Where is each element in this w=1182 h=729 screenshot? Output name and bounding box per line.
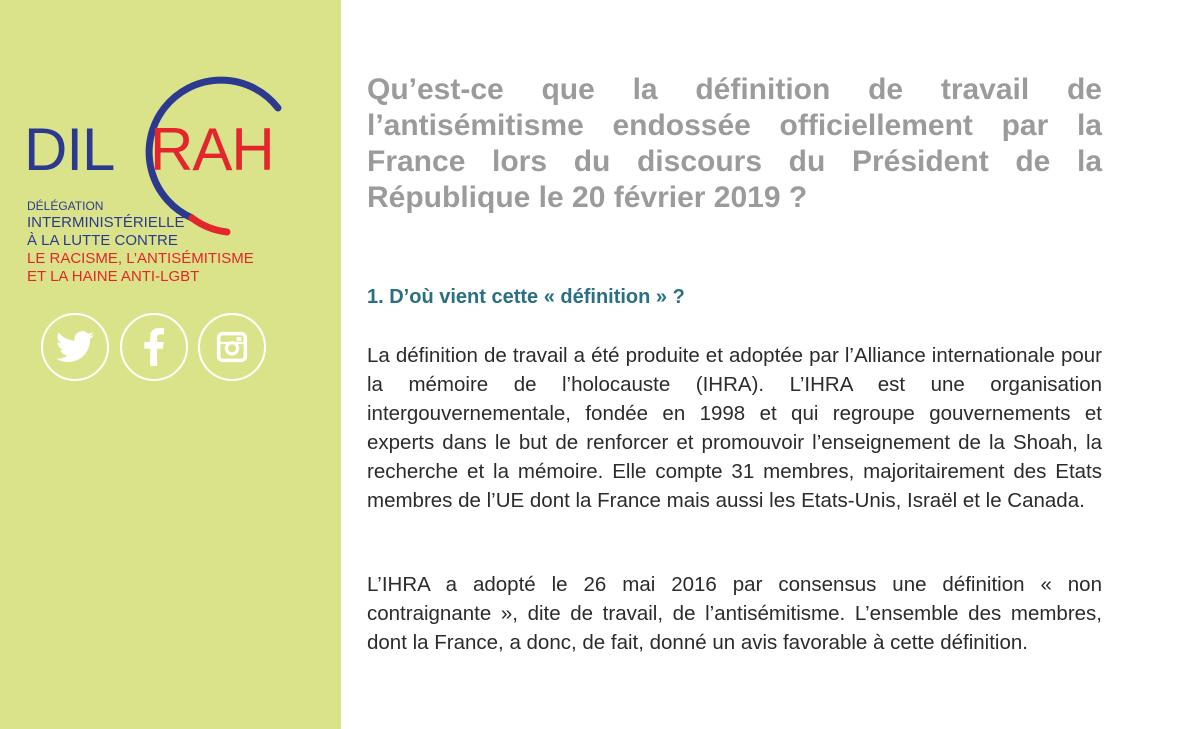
instagram-icon [216, 331, 248, 363]
section-heading: 1. D’où vient cette « définition » ? [367, 286, 685, 308]
instagram-button[interactable] [198, 313, 266, 381]
dilcrah-logo [22, 72, 312, 292]
logo-text-rah: RAH [150, 116, 274, 183]
page-title: Qu’est-ce que la définition de travail de l’antisémitisme endossée officiellement par la France lors du discours du Président de la République le 20 février 2019 ? [367, 73, 1102, 214]
twitter-button[interactable] [41, 313, 109, 381]
logo-text-dil: DIL [24, 116, 115, 183]
logo-line-delegation: DÉLÉGATION [27, 199, 104, 213]
paragraph-adoption: L’IHRA a adopté le 26 mai 2016 par consensus une définition « non contraignante », dite de travail, de l’antisémitisme. L’ensemble des membres, dont la France, a donc, de fait, donné un avis favorable à cette définition. [367, 573, 1102, 654]
facebook-button[interactable] [120, 313, 188, 381]
facebook-icon [143, 328, 165, 366]
sidebar [0, 0, 341, 729]
main-content [367, 72, 1102, 216]
logo-line-interministerielle: INTERMINISTÉRIELLE [27, 214, 185, 231]
paragraph-origin: La définition de travail a été produite et adoptée par l’Alliance internationale pour la mémoire de l’holocauste (IHRA). L’IHRA est une organisation intergouvernementale, fondée en 1998 et qui regroupe gouvernements et experts dans le but de renforcer et promouvoir l’enseignement de la Shoah, la recherche et la mémoire. Elle compte 31 membres, majoritairement des Etats membres de l’UE dont la France mais aussi les Etats-Unis, Israël et le Canada. [367, 344, 1102, 512]
twitter-icon [56, 331, 94, 363]
logo-line-lutte: À LA LUTTE CONTRE [27, 232, 178, 249]
logo-line-haine: ET LA HAINE ANTI-LGBT [27, 268, 200, 285]
logo-line-racisme: LE RACISME, L’ANTISÉMITISME [27, 250, 254, 267]
